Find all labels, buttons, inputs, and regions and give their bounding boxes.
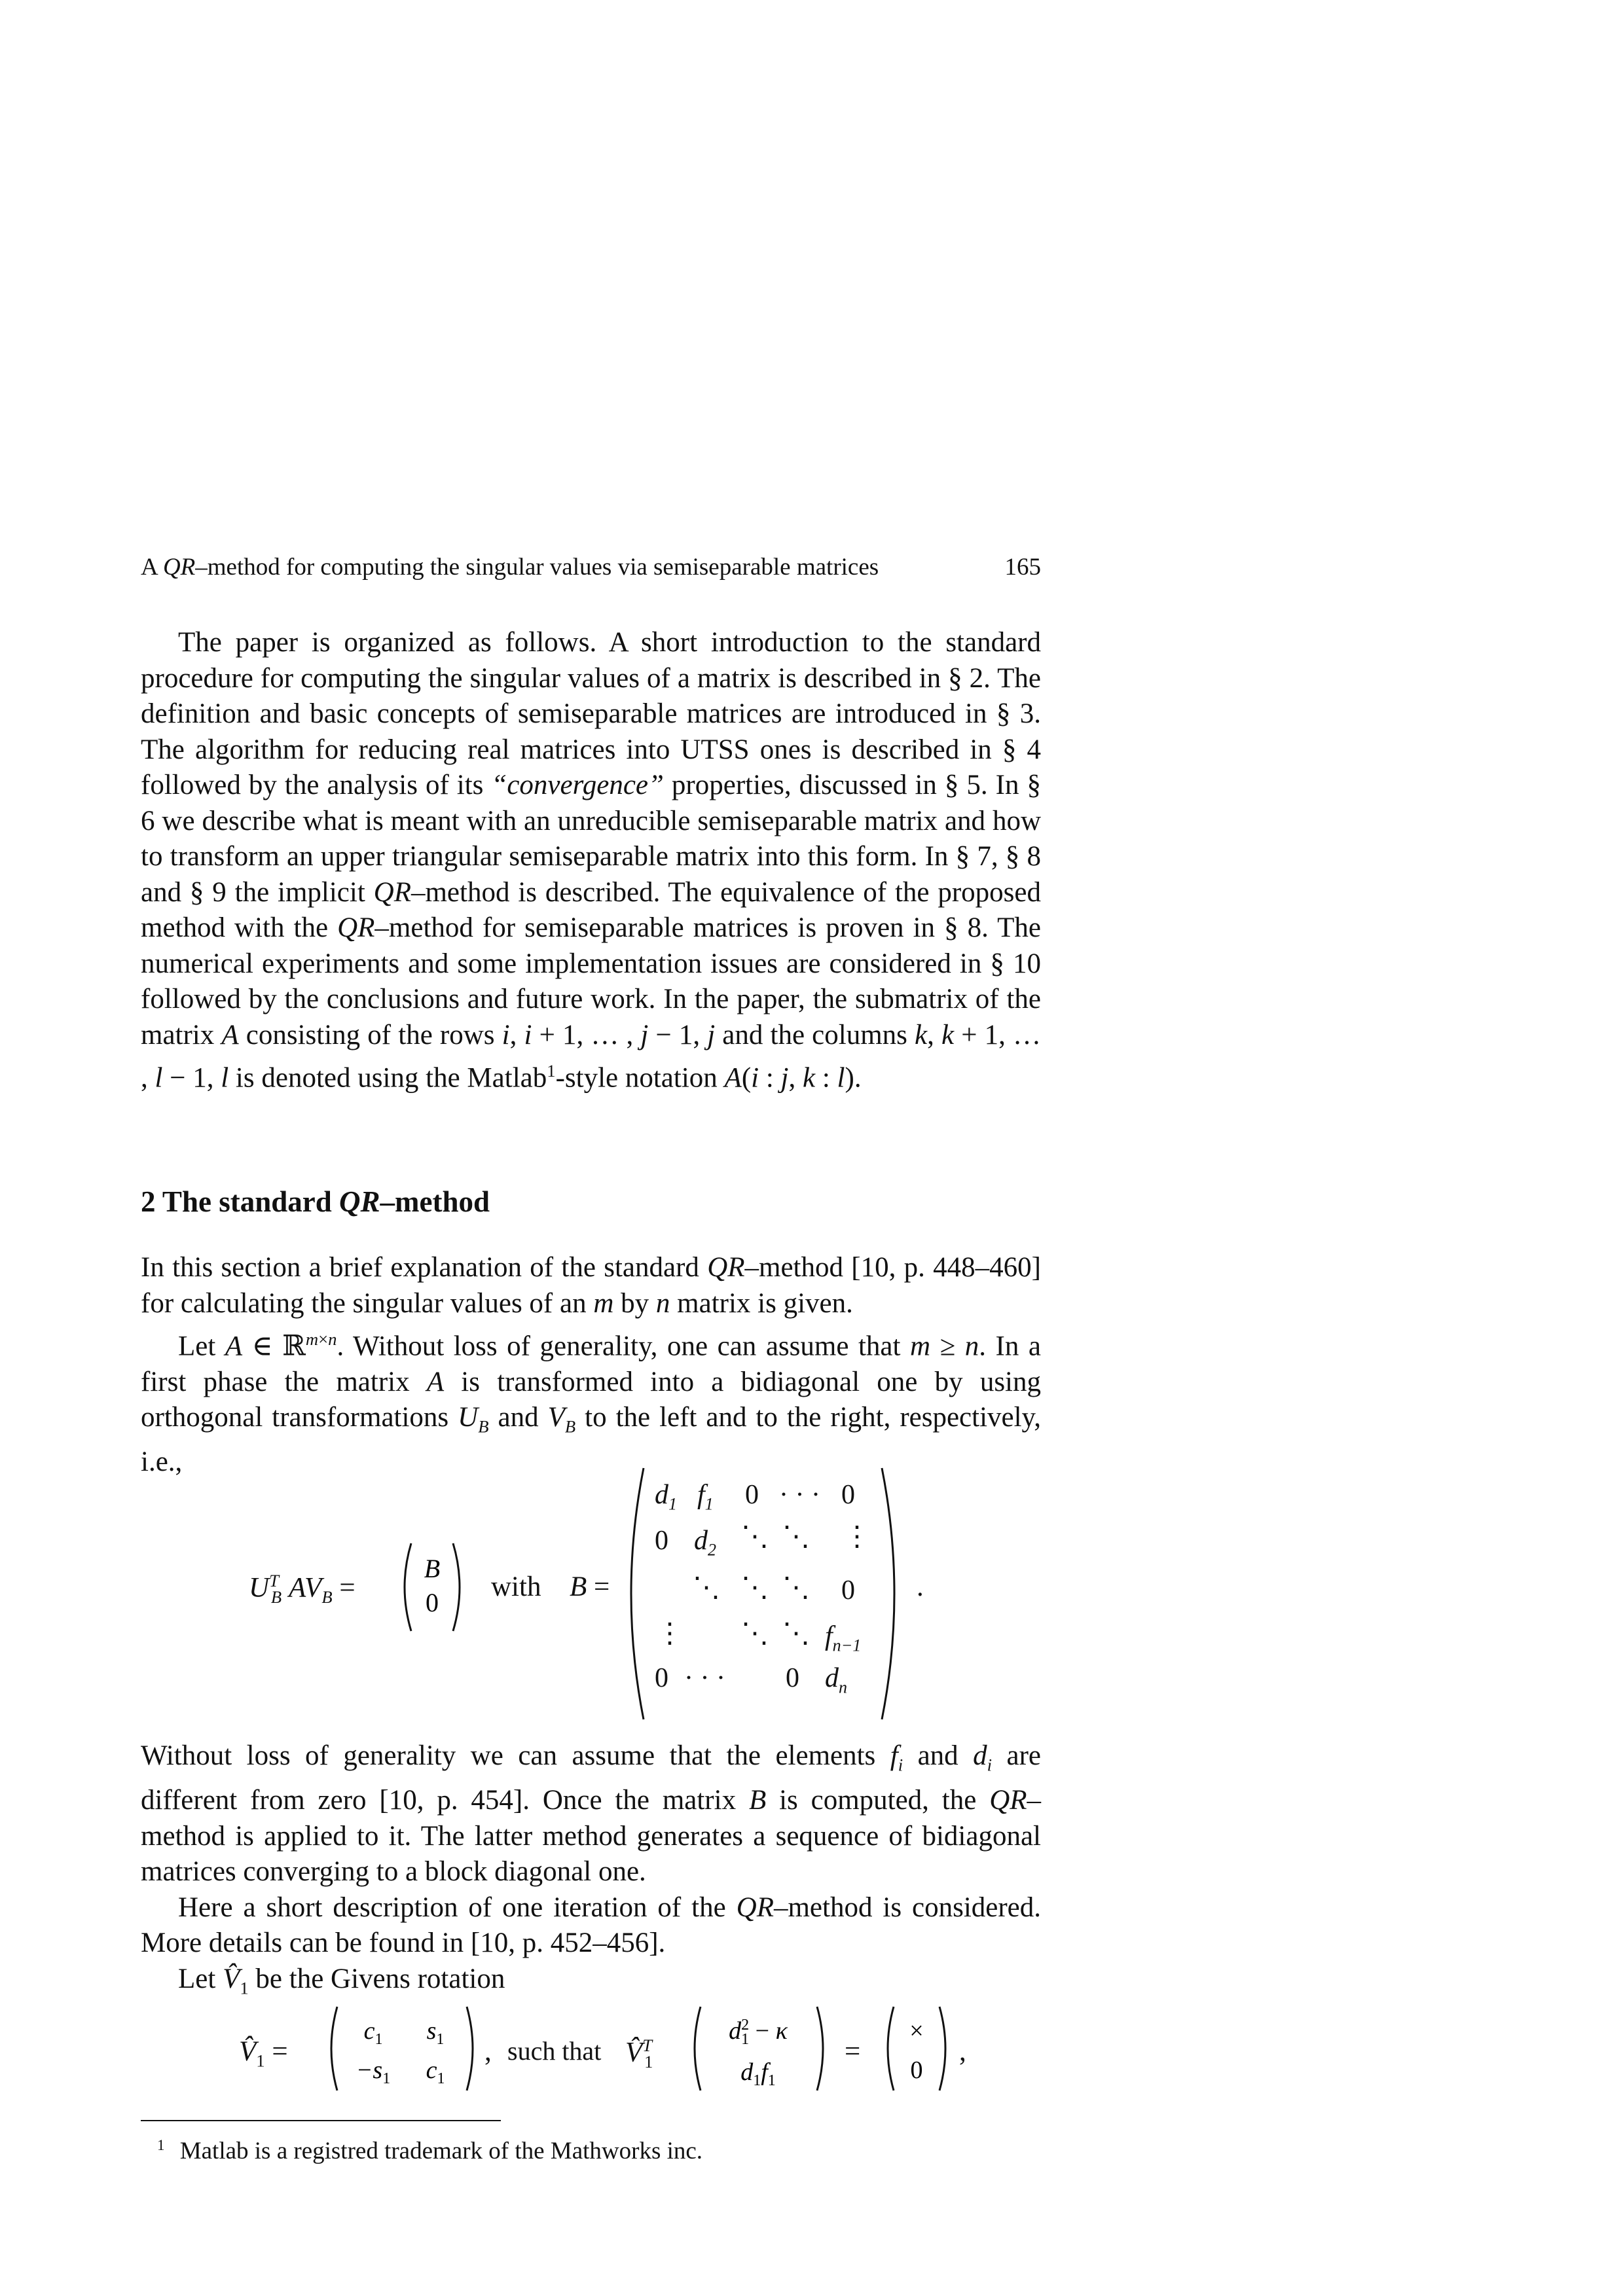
givens-matrix xyxy=(324,2003,481,2094)
svg-text:0: 0 xyxy=(426,1588,439,1617)
running-header xyxy=(141,551,1041,584)
matrix-cell: ⋮ xyxy=(843,1522,871,1552)
matrix-cell: · · · xyxy=(684,1663,725,1693)
matrix-cell: 0 xyxy=(745,1480,759,1510)
section2-p3: Without loss of generality we can assume that the elements $f_i$ and $d_i$ are different from zero [10, p. 454]. Once the matrix B is computed, the QR–method is applied to it. The latter method generates a sequence of bidiagonal matrices converging to a block diagonal one. xyxy=(141,1740,1042,1888)
eq2-such-that: such that xyxy=(507,2036,602,2066)
intro-paragraph xyxy=(141,625,1041,1096)
intro-text: The paper is organized as follows. A short introduction to the standard procedure for computing the singular values of a matrix is described in § 2. The definition and basic concepts of semiseparable matrices are introduced in § 3. The algorithm for reducing real matrices into UTSS ones is described in § 4 followed by the analysis of its “convergence” properties, discussed in § 5. In § 6 we describe what is meant with an unreducible semiseparable matrix and how to transform an upper triangular semiseparable matrix into this form. In § 7, § 8 and § 9 the implicit QR–method is described. The equivalence of the proposed method with the QR–method for semiseparable matrices is proven in § 8. The numerical experiments and some implementation issues are considered in § 10 followed by the conclusions and future work. In the paper, the submatrix of the matrix A consisting of the rows i, i + 1, … , j − 1, j and the columns k, k + 1, … , l − 1, l is denoted using the Matlab$^1$-style notation A(i : j, k : l). xyxy=(141,627,1041,1094)
matrix-cell: 0 xyxy=(655,1663,668,1693)
section2-p4: Here a short description of one iteration of the QR–method is considered. More details can be found in [10, p. 452–456]. xyxy=(141,1892,1042,1959)
matrix-cell: $d_n$ xyxy=(825,1663,848,1697)
matrix-cell: ⋱ xyxy=(741,1522,769,1552)
section2-text-a xyxy=(141,1250,1041,1480)
svg-text:s1: $s_1$ xyxy=(426,2017,445,2048)
section2-p2: Let A ∈ ℝ$^{m\times n}$. Without loss of generality, one can assume that m ≥ n. In a first phase the matrix A is transformed into a bidiagonal one by using orthogonal transformations $U_B$ and $V_B$ to the left and to the right, respectively, i.e., xyxy=(141,1329,1042,1478)
eq2-vhat1: $V̂_1$ = xyxy=(239,2036,288,2071)
svg-text:c1: $c_1$ xyxy=(363,2017,383,2048)
eq2-comma: , xyxy=(484,2036,492,2067)
eq2-equals: = xyxy=(845,2036,861,2067)
matrix-cell: 0 xyxy=(841,1575,855,1605)
eq2-vhat1-transpose: V̂$^T_1$ xyxy=(625,2036,653,2072)
matrix-cell: $d_1$ xyxy=(655,1480,678,1514)
svg-text:×: × xyxy=(909,2017,924,2045)
matrix-cell: 0 xyxy=(786,1663,799,1693)
section2-p5: Let $V̂_1$ be the Givens rotation xyxy=(178,1963,505,1998)
footnote-mark: 1 xyxy=(157,2137,165,2153)
svg-text:c1: $c_1$ xyxy=(426,2056,445,2087)
block-vector-b0 xyxy=(393,1538,471,1636)
footnote xyxy=(157,2130,702,2166)
eq1-b-equals: B = xyxy=(570,1571,610,1602)
eq2-vector-d xyxy=(687,2003,831,2094)
section2-p1: In this section a brief explanation of the standard QR–method [10, p. 448–460] for calculating the singular values of an m by n matrix is given. xyxy=(141,1252,1041,1319)
matrix-cell: 0 xyxy=(841,1480,855,1510)
svg-text:0: 0 xyxy=(910,2056,923,2084)
eq1-period: . xyxy=(917,1571,924,1602)
matrix-cell: ⋱ xyxy=(741,1573,769,1603)
matrix-cell: 0 xyxy=(655,1526,668,1556)
matrix-cell: ⋱ xyxy=(782,1573,810,1603)
eq1-lhs: $U^T_B$ $AV_B$ = xyxy=(249,1571,356,1607)
eq1-with: with xyxy=(491,1571,541,1602)
running-title: A QR–method for computing the singular values via semiseparable matrices xyxy=(141,554,879,581)
eq2-trailing-comma: , xyxy=(959,2036,966,2067)
matrix-cell: · · · xyxy=(779,1480,820,1510)
svg-text:B: B xyxy=(424,1554,441,1583)
matrix-cell: $f_1$ xyxy=(697,1480,714,1514)
matrix-cell: ⋱ xyxy=(741,1619,769,1649)
section2-text-b xyxy=(141,1738,1041,2006)
matrix-cell: $f_{n-1}$ xyxy=(825,1621,862,1655)
svg-text:d21 − κ: $d^2$ 1 − κ xyxy=(729,2017,788,2048)
svg-text:d1f1: $d_1f_1$ xyxy=(740,2058,776,2089)
section-title: 2 The standard QR–method xyxy=(141,1185,490,1218)
footnote-rule xyxy=(141,2120,501,2121)
matrix-cell: ⋱ xyxy=(693,1573,720,1603)
page-number: 165 xyxy=(1004,554,1041,581)
eq2-vector-result xyxy=(881,2003,953,2094)
svg-text:−s1: $-s_1$ xyxy=(356,2056,391,2087)
matrix-cell: ⋱ xyxy=(782,1522,810,1552)
matrix-cell: ⋮ xyxy=(656,1619,684,1649)
matrix-cell: ⋱ xyxy=(782,1619,810,1649)
matrix-cell: $d_2$ xyxy=(694,1526,717,1560)
footnote-text: Matlab is a registred trademark of the Mathworks inc. xyxy=(179,2138,703,2165)
